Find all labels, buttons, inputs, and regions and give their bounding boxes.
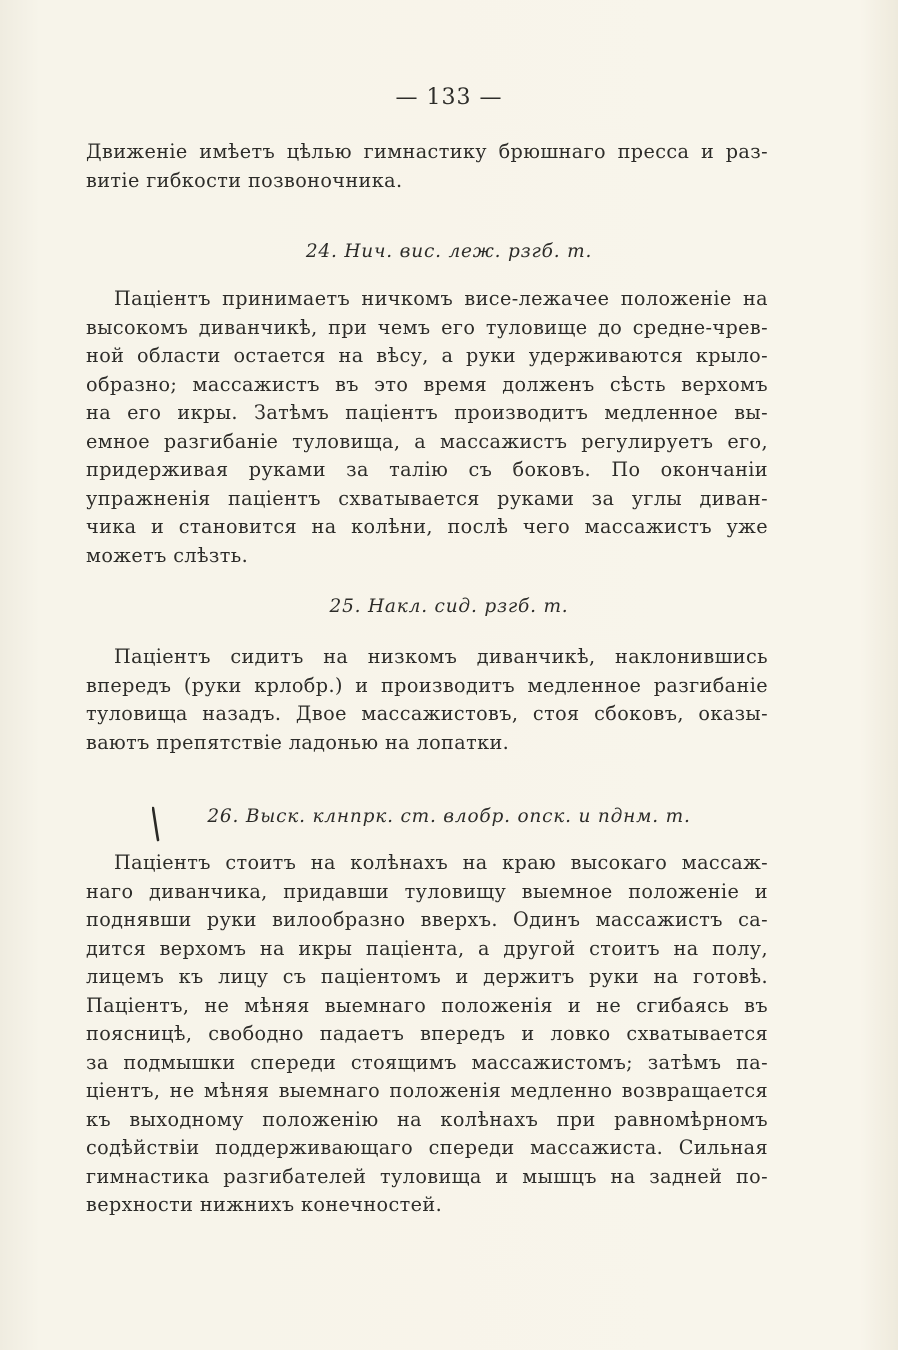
section-heading-25: 25. Накл. сид. рзгб. т. xyxy=(329,596,569,617)
text-line: Паціентъ стоитъ на колѣнахъ на краю высокаго массаж- xyxy=(114,851,768,874)
text-line: ваютъ препятствіе ладонью на лопатки. xyxy=(86,730,510,754)
text-line: на его икры. Затѣмъ паціентъ производитъ медленное вы- xyxy=(86,401,768,424)
text-line: дится верхомъ на икры паціента, а другой стоитъ на полу, xyxy=(86,936,768,960)
text-line: поднявши руки вилообразно вверхъ. Одинъ массажистъ са- xyxy=(86,908,768,931)
text-line: Движеніе имѣетъ цѣлью гимнастику брюшнаго пресса и раз- xyxy=(86,140,768,163)
text-line: за подмышки спереди стоящимъ массажистомъ; затѣмъ па- xyxy=(86,1050,768,1074)
text-line: содѣйствіи поддерживающаго спереди массажиста. Сильная xyxy=(86,1136,768,1159)
text-line: можетъ слѣзть. xyxy=(86,543,249,567)
text-line: ной области остается на вѣсу, а руки удерживаются крыло- xyxy=(86,344,768,367)
text-line: чика и становится на колѣни, послѣ чего массажистъ уже xyxy=(86,515,768,538)
text-line: образно; массажистъ въ это время долженъ сѣсть верхомъ xyxy=(86,372,768,396)
text-line: поясницѣ, свободно падаетъ впередъ и ловко схватывается xyxy=(86,1022,768,1045)
text-line: къ выходному положенію на колѣнахъ при равномѣрномъ xyxy=(86,1107,768,1131)
text-line: Паціентъ принимаетъ ничкомъ висе-лежачее положеніе на xyxy=(114,287,768,310)
section-heading-26: 26. Выск. клнпрк. ст. влобр. опск. и пднм. т. xyxy=(207,806,691,827)
text-line: лицемъ къ лицу съ паціентомъ и держитъ руки на готовѣ. xyxy=(86,965,768,988)
text-line: высокомъ диванчикѣ, при чемъ его туловище до средне-чрев- xyxy=(86,315,768,339)
text-line: придерживая руками за талію съ боковъ. По окончаніи xyxy=(86,458,768,481)
text-line: гимнастика разгибателей туловища и мышцъ на задней по- xyxy=(86,1164,768,1188)
text-line: емное разгибаніе туловища, а массажистъ регулируетъ его, xyxy=(86,429,768,453)
section-paragraph-24 xyxy=(86,285,768,570)
text-line: впередъ (руки крлобр.) и производитъ медленное разгибаніе xyxy=(86,673,768,697)
page-number: — 133 — xyxy=(395,85,503,110)
text-line: Паціентъ сидитъ на низкомъ диванчикѣ, наклонившись xyxy=(114,645,768,668)
section-paragraph-26 xyxy=(86,849,768,1220)
section-heading-24: 24. Нич. вис. леж. рзгб. т. xyxy=(305,241,593,262)
text-line: Паціентъ, не мѣняя выемнаго положенія и не сгибаясь въ xyxy=(86,993,768,1017)
text-line: наго диванчика, придавши туловищу выемное положеніе и xyxy=(86,879,768,903)
section-paragraph-25 xyxy=(86,643,768,757)
text-line: ціентъ, не мѣняя выемнаго положенія медленно возвращается xyxy=(86,1079,768,1102)
text-line: витіе гибкости позвоночника. xyxy=(86,168,403,192)
text-line: упражненія паціентъ схватывается руками за углы диван- xyxy=(86,486,768,510)
text-line: верхности нижнихъ конечностей. xyxy=(86,1193,443,1216)
intro-paragraph xyxy=(86,138,768,195)
text-line: туловища назадъ. Двое массажистовъ, стоя сбоковъ, оказы- xyxy=(86,702,768,725)
